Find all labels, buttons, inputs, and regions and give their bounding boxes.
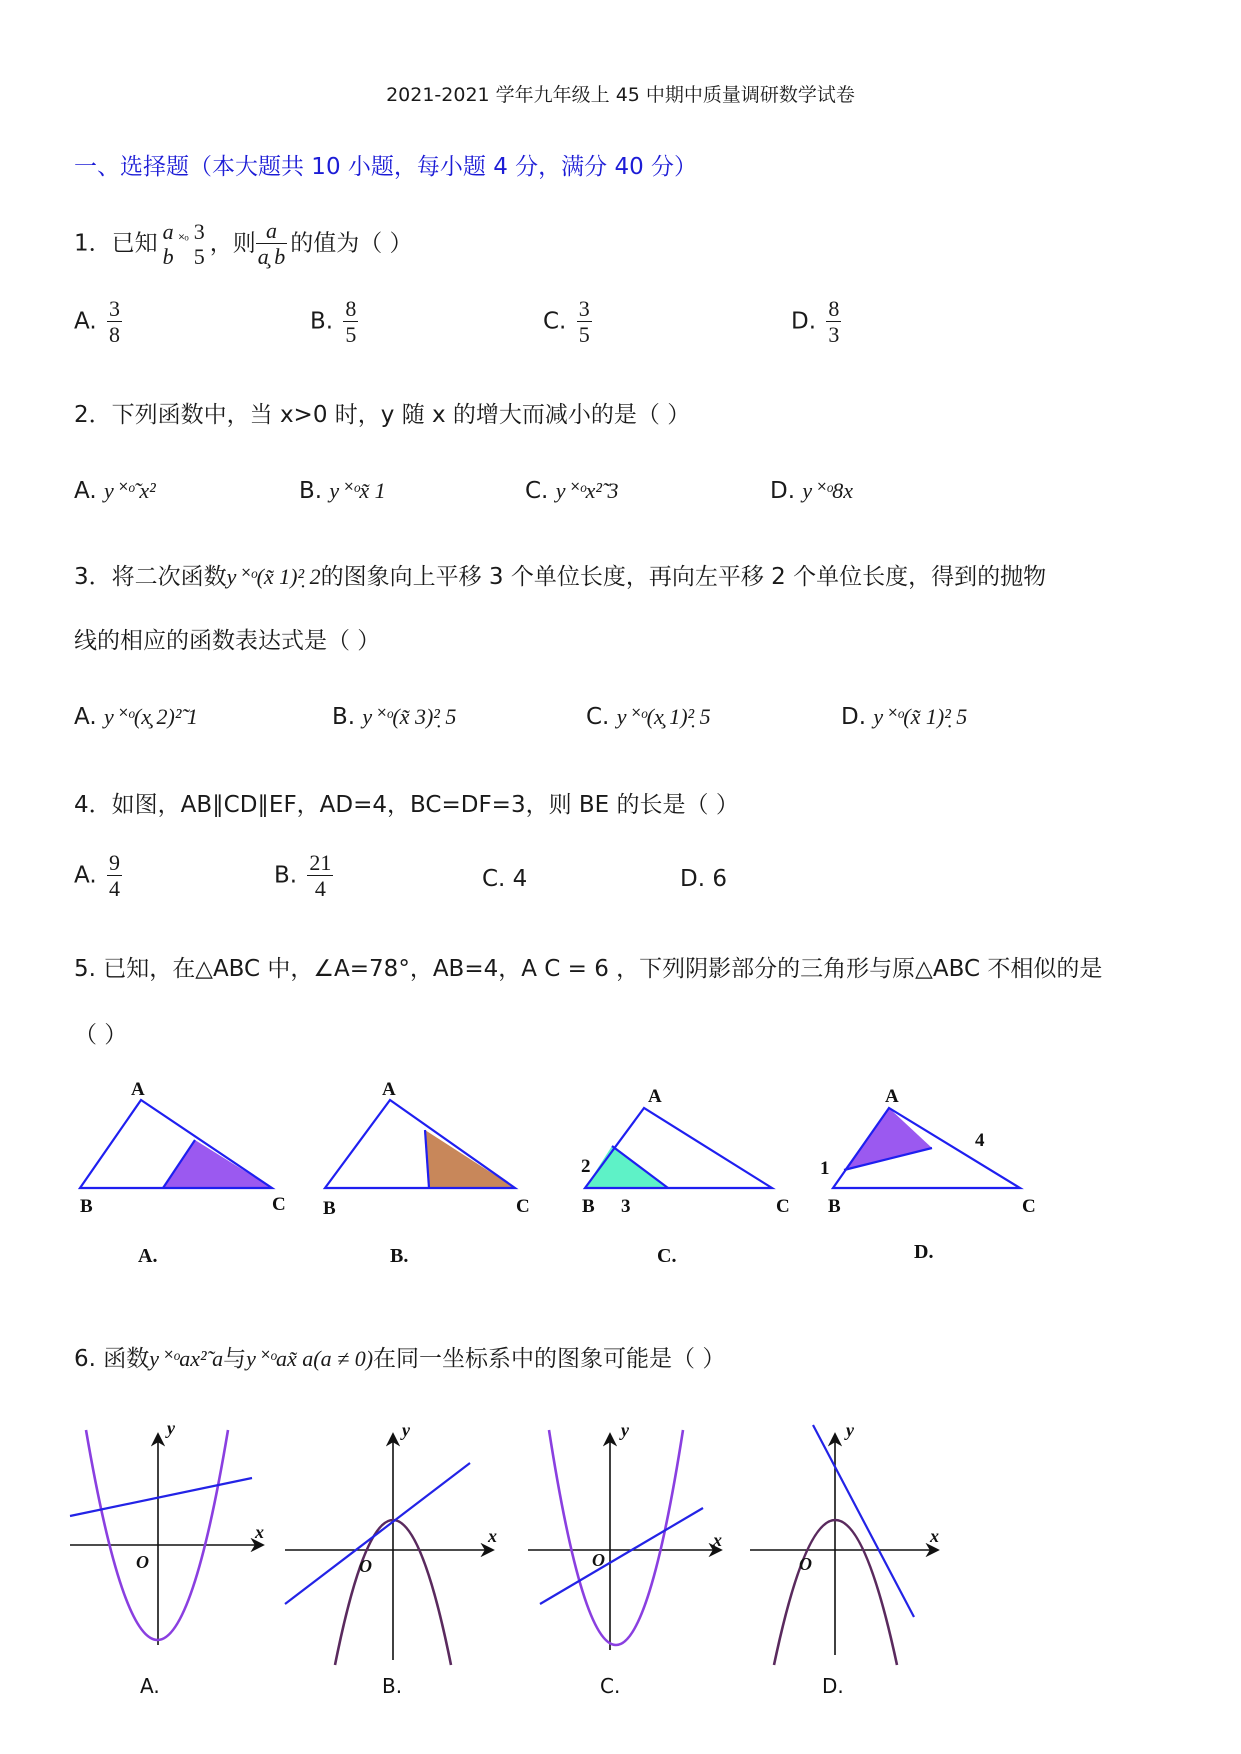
q5-b-vertex-a: A (382, 1079, 396, 1100)
q5-figure-a[interactable] (80, 1079, 286, 1267)
q5-figure-c-shade (585, 1146, 668, 1188)
q5-figure-d-shade (844, 1108, 932, 1170)
question-4-stem: 4．如图，AB∥CD∥EF，AD=4，BC=DF=3，则 BE 的长是（ ） (74, 792, 739, 818)
q3-option-b[interactable]: B. y ˟ᵒ(x̃ 3)²̣ 5 (332, 704, 457, 730)
q6-c-caption: C. (600, 1674, 621, 1698)
q6-graph-d[interactable] (750, 1420, 939, 1698)
q4-option-a[interactable]: A. $\frac{9}{4}$ (74, 850, 120, 902)
svg-text:x: x (713, 1530, 722, 1550)
q6-a-caption: A. (140, 1674, 160, 1698)
svg-text:y: y (846, 1420, 854, 1440)
svg-text:x: x (488, 1526, 497, 1546)
q4-option-c[interactable]: C. 4 (482, 866, 528, 892)
q1-option-d[interactable]: D. $\frac{8}{3}$ (791, 296, 840, 348)
q6-b-line (285, 1463, 470, 1604)
q1-option-b[interactable]: B. $\frac{8}{5}$ (310, 296, 357, 348)
question-3-stem-cont: 线的相应的函数表达式是（ ） (74, 628, 381, 654)
q5-d-side-label-4: 4 (975, 1130, 985, 1151)
svg-text:O: O (799, 1554, 812, 1574)
q5-d-vertex-b: B (828, 1196, 841, 1217)
q1-prefix: 1．已知 (74, 230, 158, 257)
q6-d-caption: D. (822, 1674, 844, 1698)
q2-option-a[interactable]: A. y ˟ᵒ̃ x² (74, 478, 156, 504)
q6-graph-b[interactable] (285, 1420, 497, 1698)
q6-graph-a[interactable] (70, 1418, 264, 1698)
q1-mid: ，则 (209, 230, 256, 257)
q6-a-parabola (86, 1430, 228, 1640)
q5-a-vertex-a: A (131, 1079, 145, 1100)
svg-text:y: y (621, 1420, 629, 1440)
q5-c-side-label-2: 2 (581, 1156, 591, 1177)
q1-given-fraction: a b (162, 218, 174, 269)
q6-c-parabola (549, 1430, 683, 1645)
svg-text:y: y (167, 1418, 175, 1438)
q4-option-b[interactable]: B. $\frac{21}{4}$ (274, 850, 332, 902)
q5-d-vertex-a: A (885, 1086, 899, 1107)
q5-a-caption: A. (138, 1245, 158, 1267)
question-1-stem (74, 218, 413, 270)
q2-option-b[interactable]: B. y ˟ᵒx̃ 1 (299, 478, 386, 504)
section-heading: 一、选择题（本大题共 10 小题，每小题 4 分，满分 40 分） (74, 154, 698, 180)
q1-option-a[interactable]: A. $\frac{3}{8}$ (74, 296, 120, 348)
q5-c-vertex-a: A (648, 1086, 662, 1107)
svg-text:x: x (255, 1522, 264, 1542)
q5-b-vertex-c: C (516, 1196, 530, 1217)
q6-graph-c[interactable] (528, 1420, 722, 1698)
q5-d-vertex-c: C (1022, 1196, 1036, 1217)
q6-graph-figures (0, 1400, 1241, 1730)
q5-figure-d[interactable] (820, 1086, 1036, 1263)
q1-suffix: 的值为（ ） (290, 230, 413, 257)
q6-b-caption: B. (382, 1674, 403, 1698)
page-title: 2021-2021 学年九年级上 45 中期中质量调研数学试卷 (386, 84, 855, 106)
question-3-stem: 3．将二次函数y ˟ᵒ(x̃ 1)²̣ 2的图象向上平移 3 个单位长度，再向左平移 2 个单位长度，得到的抛物 (74, 564, 1047, 590)
q5-b-caption: B. (390, 1245, 409, 1267)
q1-ask-fraction: $\frac{a}{a̧ b}$ (257, 218, 286, 270)
q3-option-d[interactable]: D. y ˟ᵒ(x̃ 1)²̣ 5 (841, 704, 968, 730)
question-5-blank: （ ） (74, 1022, 128, 1048)
q1-ratio-fraction: 3 5 (193, 218, 205, 269)
q3-option-c[interactable]: C. y ˟ᵒ(x̧ 1)²̣ 5 (586, 704, 711, 730)
q5-c-side-label-3: 3 (621, 1196, 631, 1217)
question-6-stem: 6. 函数y ˟ᵒax²̃ a与y ˟ᵒax̃ a(a ≠ 0)在同一坐标系中的图象可能是（ ） (74, 1346, 726, 1372)
q2-option-c[interactable]: C. y ˟ᵒx²̃ 3 (525, 478, 619, 504)
svg-text:O: O (136, 1552, 149, 1572)
q5-figure-c[interactable] (581, 1086, 790, 1267)
q3-option-a[interactable]: A. y ˟ᵒ(x̧ 2)²̃ 1 (74, 704, 198, 730)
svg-text:y: y (402, 1420, 410, 1440)
q5-figure-b[interactable] (323, 1079, 530, 1267)
svg-text:O: O (359, 1556, 372, 1576)
q1-symbol: ˟ᵒ (178, 232, 189, 249)
svg-text:x: x (930, 1526, 939, 1546)
q5-b-vertex-b: B (323, 1198, 336, 1219)
q5-c-caption: C. (657, 1245, 677, 1267)
q2-option-d[interactable]: D. y ˟ᵒ8x (770, 478, 854, 504)
q5-d-caption: D. (914, 1241, 934, 1263)
q5-a-vertex-b: B (80, 1196, 93, 1217)
q5-c-vertex-c: C (776, 1196, 790, 1217)
question-5-stem: 5. 已知，在△ABC 中，∠A=78°，AB=4，A C = 6 ，下列阴影部分的三角形与原△ABC 不相似的是 (74, 956, 1103, 982)
q5-triangle-figures (0, 1070, 1241, 1270)
q4-option-d[interactable]: D. 6 (680, 866, 727, 892)
svg-text:O: O (592, 1550, 605, 1570)
q5-a-vertex-c: C (272, 1194, 286, 1215)
q1-option-c[interactable]: C. $\frac{3}{5}$ (543, 296, 590, 348)
q5-d-side-label-1: 1 (820, 1158, 830, 1179)
question-2-stem: 2．下列函数中，当 x>0 时，y 随 x 的增大而减小的是（ ） (74, 402, 691, 428)
q5-c-vertex-b: B (582, 1196, 595, 1217)
